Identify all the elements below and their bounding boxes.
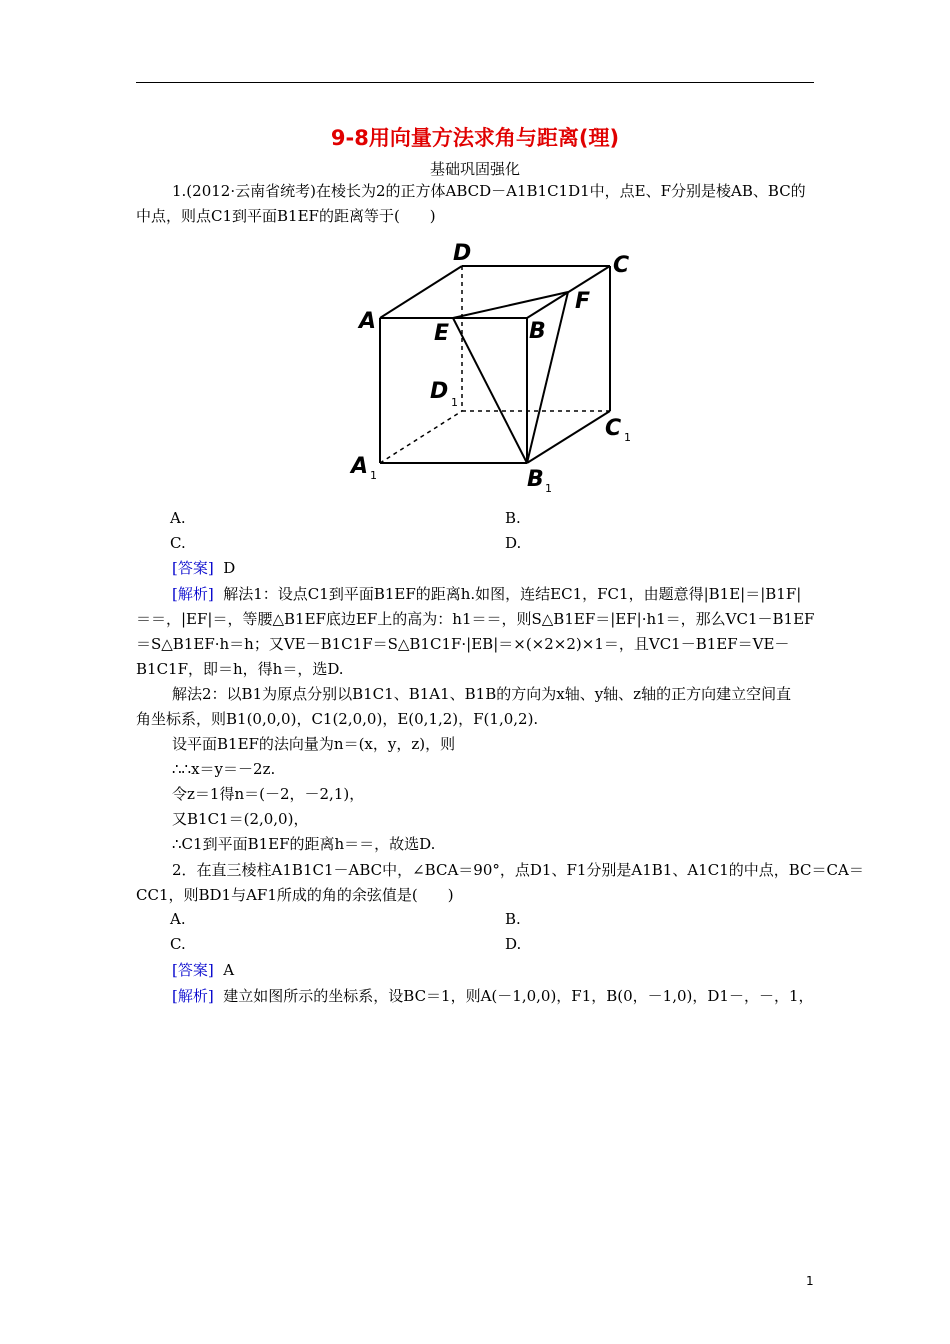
label-B1: B (527, 467, 544, 492)
q1-option-b: B. (505, 509, 521, 527)
q1-sol2-line7: ∴C1到平面B1EF的距离h＝＝，故选D. (172, 835, 436, 853)
q1-answer-tag: [答案] (172, 559, 214, 577)
q2-option-b: B. (505, 910, 521, 928)
q1-sol1-text: 解法1：设点C1到平面B1EF的距离h.如图，连结EC1，FC1，由题意得|B1E|＝|B1F| (223, 585, 802, 603)
header-rule (136, 82, 814, 83)
q1-sol2-line1: 解法2：以B1为原点分别以B1C1、B1A1、B1B的方向为x轴、y轴、z轴的正方向建立空间直 (172, 685, 792, 703)
label-A: A (359, 309, 377, 334)
label-C1-sub: 1 (624, 431, 631, 444)
q1-analysis-tag: [解析] (172, 585, 214, 603)
q1-sol2-line6: 又B1C1＝(2,0,0)， (172, 810, 309, 828)
q1-answer-value: D (223, 559, 236, 577)
q2-answer-tag: [答案] (172, 961, 214, 979)
q1-analysis-line1 (172, 584, 852, 604)
q1-sol1-line2: ＝＝，|EF|＝，等腰△B1EF底边EF上的高为：h1＝＝，则S△B1EF＝|EF|·h1＝，那么VC1－B1EF (136, 610, 815, 628)
q1-sol2-line5: 令z＝1得n＝(－2，－2,1)， (172, 785, 365, 803)
q1-stem-line1: 1.(2012·云南省统考)在棱长为2的正方体ABCD－A1B1C1D1中，点E、F分别是棱AB、BC的 (172, 182, 806, 200)
label-B: B (529, 319, 546, 344)
q1-option-a: A. (170, 509, 186, 527)
q1-option-d: D. (505, 534, 522, 552)
q1-option-c: C. (170, 534, 186, 552)
cube-figure (345, 240, 635, 495)
q2-stem-line1: 2．在直三棱柱A1B1C1－ABC中，∠BCA＝90°，点D1、F1分别是A1B1、A1C1的中点，BC＝CA＝ (172, 861, 864, 879)
q2-analysis-text: 建立如图所示的坐标系，设BC＝1，则A(－1,0,0)，F1，B(0，－1,0)，D1－，－，1， (223, 987, 814, 1005)
q1-sol2-line3: 设平面B1EF的法向量为n＝(x，y，z)，则 (172, 735, 456, 753)
q1-sol2-line4: ∴∴x＝y＝－2z. (172, 760, 276, 778)
q2-stem-line2: CC1，则BD1与AF1所成的角的余弦值是( ) (136, 886, 454, 904)
q1-stem-line2: 中点，则点C1到平面B1EF的距离等于( ) (136, 207, 436, 225)
q2-answer-value: A (223, 961, 235, 979)
q2-option-d: D. (505, 935, 522, 953)
label-B1-sub: 1 (545, 482, 552, 495)
q2-option-a: A. (170, 910, 186, 928)
cube-diagram (345, 240, 635, 495)
label-C1: C (605, 416, 622, 441)
page-number: 1 (806, 1274, 814, 1288)
section-subtitle: 基础巩固强化 (429, 160, 520, 178)
label-A1: A (351, 454, 369, 479)
label-C: C (613, 253, 630, 278)
label-D: D (453, 241, 472, 266)
q2-answer (172, 960, 852, 980)
page-title: 9-8用向量方法求角与距离(理) (330, 126, 620, 150)
q2-analysis (172, 986, 852, 1006)
q1-sol1-line4: B1C1F，即＝h，得h＝，选D. (136, 660, 344, 678)
q2-option-c: C. (170, 935, 186, 953)
label-D1-sub: 1 (451, 396, 458, 409)
q2-analysis-tag: [解析] (172, 987, 214, 1005)
q1-sol1-line3: ＝S△B1EF·h＝h；又VE－B1C1F＝S△B1C1F·|EB|＝×(×2×2)×1＝，且VC1－B1EF＝VE－ (136, 635, 790, 653)
q1-answer (172, 558, 852, 578)
label-A1-sub: 1 (370, 469, 377, 482)
label-E: E (434, 321, 450, 346)
label-F: F (575, 289, 591, 314)
q1-sol2-line2: 角坐标系，则B1(0,0,0)，C1(2,0,0)，E(0,1,2)，F(1,0,2). (136, 710, 539, 728)
label-D1: D (430, 379, 449, 404)
